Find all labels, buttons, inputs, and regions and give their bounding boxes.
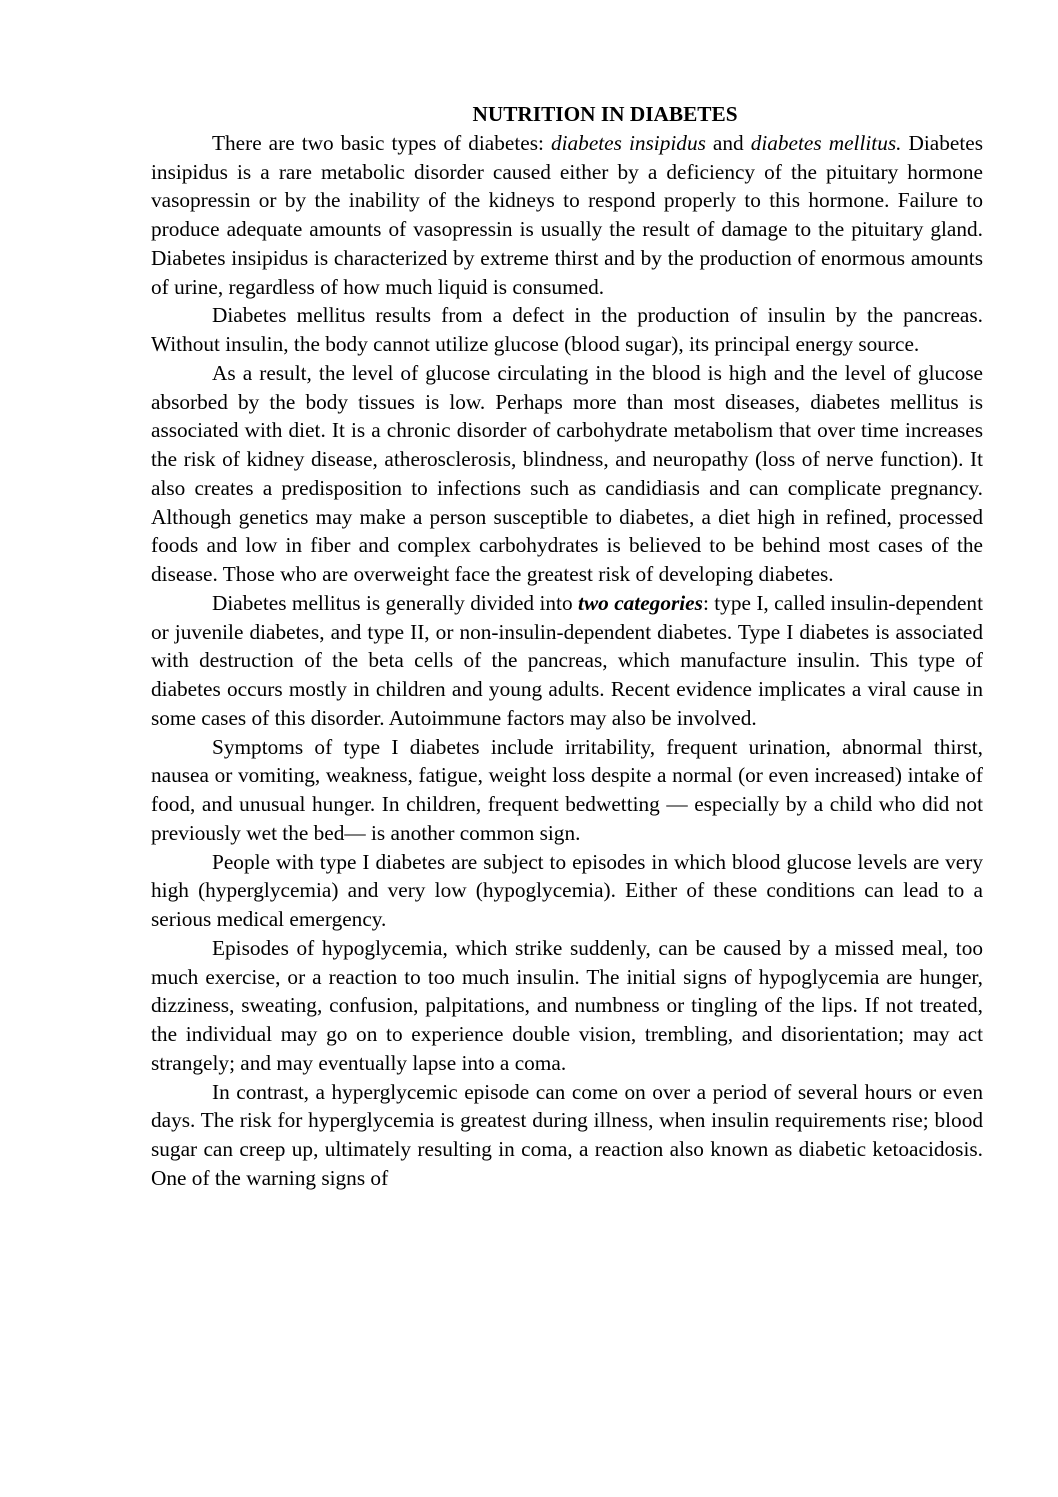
paragraph-hyperglycemia: In contrast, a hyperglycemic episode can come on over a period of several hours or even days. The risk for hyperglycemia is greatest during illness, when insulin requirements rise; blood sugar can creep up, ultimately resulting in coma, a reaction also known as diabetic ketoacidosis. One of the warning signs of — [151, 1079, 983, 1190]
bold-italic-term-two-categories: two categories — [578, 590, 703, 615]
paragraph-mellitus-definition: Diabetes mellitus results from a defect in the production of insulin by the pancreas. Without insulin, the body cannot utilize glucose (blood sugar), its principal energy source. — [151, 303, 983, 356]
paragraph-text: and — [705, 130, 751, 155]
italic-term-mellitus: diabetes mellitus. — [750, 130, 902, 155]
paragraph-types-of-diabetes — [151, 129, 983, 302]
document-title: NUTRITION IN DIABETES — [472, 102, 738, 126]
document-page — [151, 100, 983, 1193]
paragraph-type-one-symptoms: Symptoms of type I diabetes include irritability, frequent urination, abnormal thirst, nausea or vomiting, weakness, fatigue, weight loss despite a normal (or even increased) intake of food, and unusual hunger. In children, frequent bedwetting — especially by a child who did not previously wet the bed— is another common sign. — [151, 734, 983, 845]
paragraph-text: There are two basic types of diabetes: — [212, 130, 551, 155]
italic-term-insipidus: diabetes insipidus — [550, 130, 706, 155]
paragraph-text: Diabetes mellitus is generally divided into — [212, 590, 579, 615]
paragraph-episodes: People with type I diabetes are subject to episodes in which blood glucose levels are very high (hyperglycemia) and very low (hypoglycemia). Either of these conditions can lead to a serious medical emergency. — [151, 849, 983, 931]
paragraph-hypoglycemia: Episodes of hypoglycemia, which strike suddenly, can be caused by a missed meal, too much exercise, or a reaction to too much insulin. The initial signs of hypoglycemia are hunger, dizziness, sweating, confusion, palpitations, and numbness or tingling of the lips. If not treated, the individual may go on to experience double vision, trembling, and disorientation; may act strangely; and may eventually lapse into a coma. — [151, 935, 983, 1075]
paragraph-text: : type I, called insulin-dependent or juvenile diabetes, and type II, or non-insulin-dependent diabetes. Type I diabetes is associated with destruction of the beta cells of the pancreas, which manufacture insulin. This type of diabetes occurs mostly in children and young adults. Recent evidence implicates a viral cause in some cases of this disorder. Autoimmune factors may also be involved. — [151, 590, 984, 730]
paragraph-text: Diabetes insipidus is a rare metabolic disorder caused either by a deficiency of the pituitary hormone vasopressin or by the inability of the kidneys to respond properly to this hormone. Failure to produce adequate amounts of vasopressin is usually the result of damage to the pituitary gland. Diabetes insipidus is characterized by extreme thirst and by the production of enormous amounts of urine, regardless of how much liquid is consumed. — [151, 130, 983, 299]
paragraph-categories — [151, 589, 983, 733]
paragraph-glucose-levels: As a result, the level of glucose circulating in the blood is high and the level of glucose absorbed by the body tissues is low. Perhaps more than most diseases, diabetes mellitus is associated with diet. It is a chronic disorder of carbohydrate metabolism that over time increases the risk of kidney disease, atherosclerosis, blindness, and neuropathy (loss of nerve function). It also creates a predisposition to infections such as candidiasis and can complicate pregnancy. Although genetics may make a person susceptible to diabetes, a diet high in refined, processed foods and low in fiber and complex carbohydrates is believed to be behind most cases of the disease. Those who are overweight face the greatest risk of developing diabetes. — [151, 360, 983, 586]
